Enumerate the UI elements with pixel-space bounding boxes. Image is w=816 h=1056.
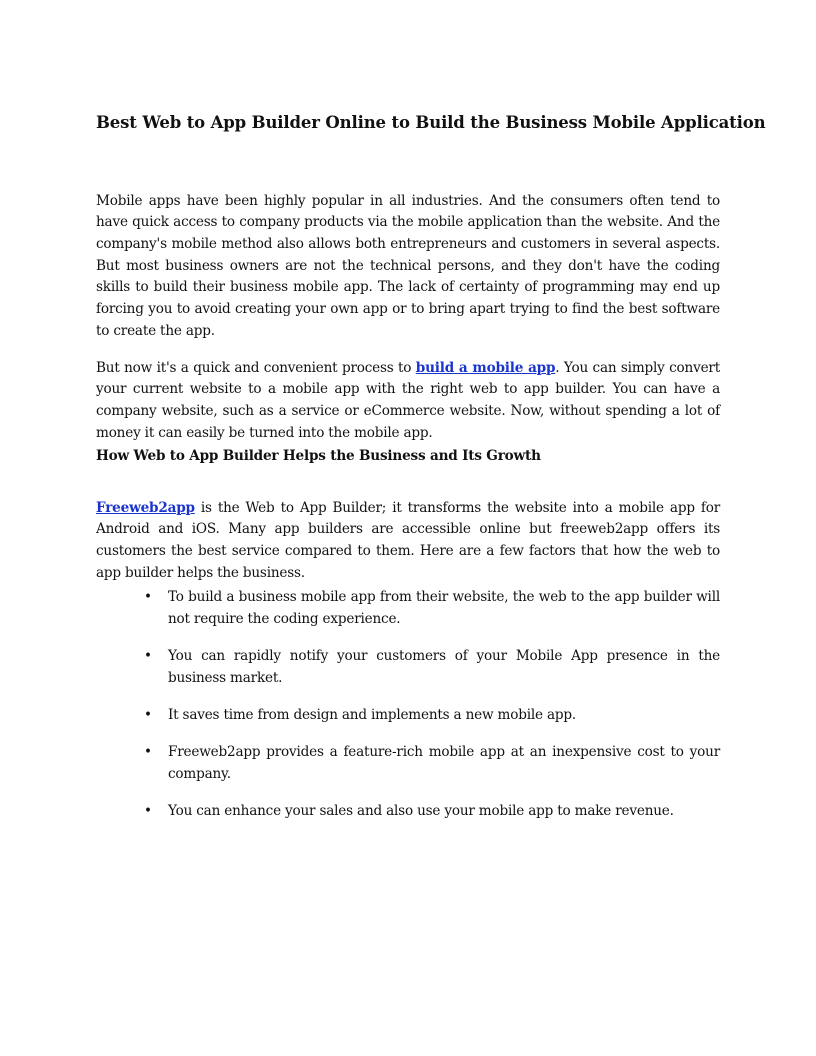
list-item-text: Freeweb2app provides a feature-rich mobile app at an inexpensive cost to your company. <box>168 744 720 782</box>
bullet-icon: • <box>144 802 152 819</box>
list-item-text: You can rapidly notify your customers of your Mobile App presence in the business market. <box>168 647 720 686</box>
build-app-text-before: But now it's a quick and convenient process to <box>96 359 416 376</box>
build-app-text-after: . You can simply convert your current website to a mobile app with the right web to app builder. You can have a company website, such as a service or eCommerce website. Now, without spending a lot of money it can easily be turned into the mobile app. <box>96 359 720 441</box>
list-item <box>96 742 720 785</box>
bullet-icon: • <box>144 589 152 605</box>
build-app-paragraph <box>96 358 720 445</box>
intro-paragraph: Mobile apps have been highly popular in all industries. And the consumers often tend to have quick access to company products via the mobile application than the website. And the company's mobile method also allows both entrepreneurs and customers in several aspects. But most business owners are not the technical persons, and they don't have the coding skills to build their business mobile app. The lack of certainty of programming may end up forcing you to avoid creating your own app or to bring apart trying to find the best software to create the app. <box>96 192 720 339</box>
section-subheading: How Web to App Builder Helps the Business and Its Growth <box>96 448 541 464</box>
list-item-text: It saves time from design and implements a new mobile app. <box>168 706 577 723</box>
freeweb2app-paragraph <box>96 498 720 585</box>
list-item-text: To build a business mobile app from their website, the web to the app builder will not require the coding experience. <box>168 589 720 627</box>
list-item <box>96 587 720 630</box>
benefits-list <box>96 587 720 838</box>
list-item <box>96 705 720 727</box>
bullet-icon: • <box>144 647 152 664</box>
build-mobile-app-link[interactable]: build a mobile app <box>415 359 556 376</box>
freeweb2app-link[interactable]: Freeweb2app <box>96 499 195 516</box>
freeweb2app-text: is the Web to App Builder; it transforms the website into a mobile app for Android and iOS. Many app builders are accessible online but freeweb2app offers its customers the best service compared to them. Here are a few factors that how the web to app builder helps the business. <box>96 499 720 581</box>
list-item <box>96 801 720 823</box>
list-item-text: You can enhance your sales and also use your mobile app to make revenue. <box>168 802 674 819</box>
bullet-icon: • <box>144 744 152 761</box>
list-item <box>96 646 720 689</box>
bullet-icon: • <box>144 706 152 723</box>
document-title: Best Web to App Builder Online to Build the Business Mobile Application <box>96 113 766 132</box>
